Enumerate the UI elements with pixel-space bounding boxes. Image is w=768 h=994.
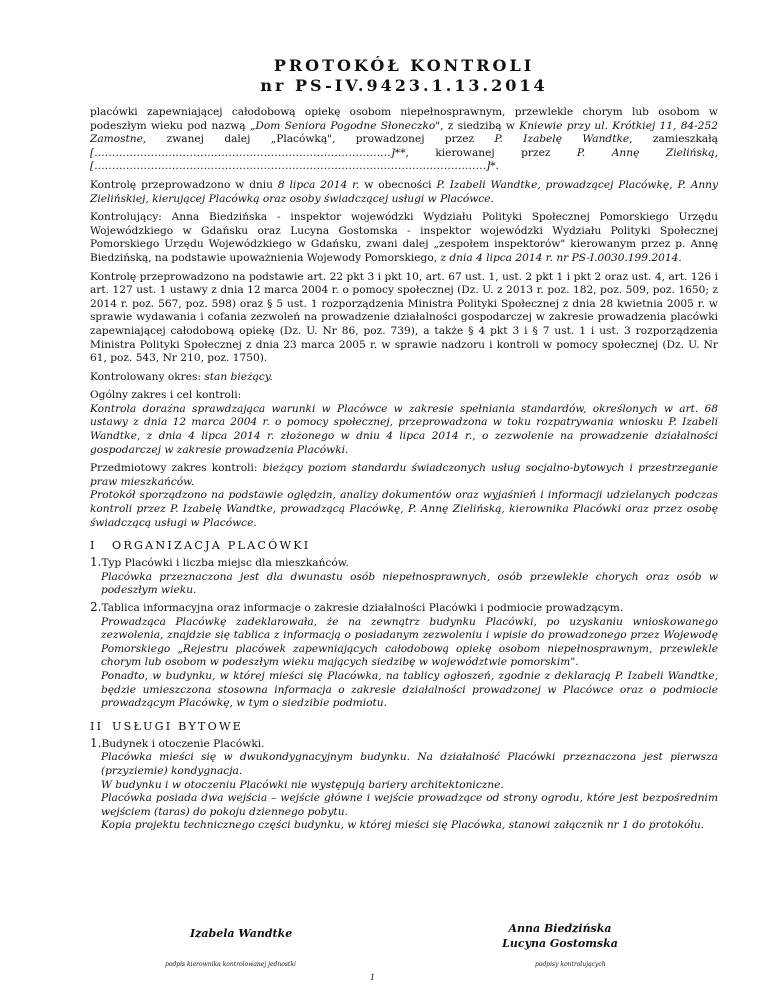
signature-right-name-1: Anna Biedzińska bbox=[508, 922, 612, 935]
text-run: Kontrolowany okres: bbox=[90, 370, 205, 383]
item-title: Budynek i otoczenie Placówki. bbox=[101, 737, 265, 750]
item-number: 2. bbox=[90, 600, 102, 614]
intro-paragraph bbox=[90, 271, 718, 366]
text-run: Przedmiotowy zakres kontroli: bbox=[90, 462, 263, 475]
section-item bbox=[90, 737, 718, 833]
signature-block bbox=[90, 921, 718, 971]
text-run: Kniewie przy ul. Krótkiej 11, 84-252 Zamostne, bbox=[90, 119, 718, 146]
section-title: ORGANIZACJA PLACÓWKI bbox=[112, 539, 311, 553]
page-number: 1 bbox=[370, 973, 376, 982]
item-paragraph: Prowadząca Placówkę zadeklarowała, że na zewnątrz budynku Placówki, po uzyskaniu wnioskowanego zezwolenia, znajdzie się tablica z informacją o posiadanym zezwoleniu i wpisie do prowadzonego przez Wojewodę Pomorskiego „Rejestru placówek zapewniających całodobową opiekę osobom niepełnosprawnym, przewlekle chorym lub osobom w podeszłym wieku mających siedzibę w województwie pomorskim". bbox=[101, 615, 718, 669]
section-item bbox=[90, 601, 718, 711]
intro-paragraph bbox=[90, 179, 718, 206]
item-title: Typ Placówki i liczba miejsc dla mieszkańców. bbox=[101, 557, 349, 570]
text-run: w obecności bbox=[359, 178, 437, 191]
intro-paragraph bbox=[90, 371, 718, 385]
document-title: PROTOKÓŁ KONTROLI bbox=[273, 56, 535, 75]
text-run: Kontrolujący: Anna Biedzińska - inspektor wojewódzki Wydziału Polityki Społecznej Pomorskiego Urzędu Wojewódzkiego w Gdańsku oraz Lucyna Gostomska - inspektor wojewódzki Wydziału Polityki Społecznej Pomorskiego Urzędu Wojewódzkiego w Gdańsku, zwani dalej „zespołem inspektorów" kierowanym przez p. Annę Biedzińską, na podstawie upoważnienia Wojewody Pomorskiego, bbox=[90, 211, 718, 264]
intro-paragraph bbox=[90, 489, 718, 530]
sections-block bbox=[90, 538, 718, 833]
text-run: Kontrola doraźna sprawdzająca warunki w Placówce w zakresie spełniania standardów, określonych w art. 68 ustawy z dnia 12 marca 2004 r. o pomocy społecznej, przeprowadzona w toku rozpatrywania wniosku P. Izabeli Wandtke, z dnia 4 lipca 2014 r. złożonego w dniu 4 lipca 2014 r., o zezwolenie na prowadzenie działalności gospodarczej w zakresie prowadzenia Placówki. bbox=[90, 402, 718, 456]
text-run: 8 lipca 2014 r. bbox=[277, 178, 360, 191]
text-run: , kierowanej przez bbox=[405, 146, 577, 159]
text-run: P. Annę Zielińską, […………………………………………………………………………………………………]*. bbox=[90, 146, 718, 173]
item-title: Tablica informacyjna oraz informacje o zakresie działalności Placówki i podmiocie prowadzącym. bbox=[101, 602, 624, 614]
section-heading bbox=[90, 538, 718, 553]
text-run: „Dom Seniora Pogodne Słoneczko" bbox=[249, 119, 441, 132]
text-run: z dnia 4 lipca 2014 r. nr PS-I.0030.199.2014. bbox=[440, 251, 682, 264]
signature-right-caption: podpisy kontrolujących bbox=[535, 961, 606, 968]
text-run: P. Izabelę Wandtke bbox=[494, 133, 630, 146]
item-number: 1. bbox=[90, 555, 102, 570]
item-paragraph: Placówka posiada dwa wejścia – wejście główne i wejście prowadzące od strony ogrodu, które jest bezpośrednim wejściem (taras) do pokoju dziennego pobytu. bbox=[101, 792, 718, 818]
text-run: zwanej dalej „Placówką", prowadzonej przez bbox=[146, 133, 495, 146]
intro-paragraph bbox=[90, 403, 718, 457]
signature-left-caption: podpis kierownika kontrolowanej jednostki bbox=[165, 961, 296, 968]
text-run: , z siedzibą w bbox=[440, 119, 520, 132]
section-item bbox=[90, 556, 718, 598]
text-run: P. Izabeli Wandtke, prowadzącej Placówkę, P. Anny Zielińskiej, kierującej Placówką oraz osoby świadczącej usługi w Placówce. bbox=[90, 178, 718, 205]
item-heading bbox=[90, 556, 718, 571]
section-number: II bbox=[90, 719, 104, 733]
item-paragraph: Placówka przeznaczona jest dla dwunastu osób niepełnosprawnych, osób przewlekle chorych oraz osób w podeszłym wieku. bbox=[101, 570, 718, 597]
signature-right-names bbox=[500, 921, 620, 951]
intro-block bbox=[90, 106, 718, 530]
text-run: stan bieżący. bbox=[204, 370, 273, 383]
section-heading bbox=[90, 719, 718, 734]
text-run: […………………………………………………………………………]** bbox=[90, 146, 406, 159]
item-paragraph: Placówka mieści się w dwukondygnacyjnym budynku. Na działalność Placówki przeznaczona jest pierwsza (przyziemie) kondygnacja. bbox=[101, 751, 718, 777]
intro-paragraph bbox=[90, 462, 718, 489]
item-heading bbox=[90, 737, 718, 752]
text-run: placówki zapewniającej całodobową opiekę osobom niepełnosprawnym, przewlekle chorym lub osobom w podeszłym wieku pod nazwą bbox=[90, 106, 718, 132]
item-paragraph: Ponadto, w budynku, w której mieści się Placówka, na tablicy ogłoszeń, zgodnie z deklaracją P. Izabeli Wandtke, będzie umieszczona stosowna informacja o zakresie działalności prowadzonej w Placówce oraz o podmiocie prowadzącym Placówkę, w tym o siedzibie podmiotu. bbox=[101, 669, 718, 710]
text-run: bieżący poziom standardu świadczonych usług socjalno-bytowych i przestrzeganie praw mieszkańców. bbox=[90, 462, 718, 488]
document-page bbox=[90, 0, 718, 833]
text-run: Kontrolę przeprowadzono w dniu bbox=[90, 178, 278, 191]
item-heading bbox=[90, 601, 718, 616]
signature-left-name: Izabela Wandtke bbox=[190, 927, 293, 940]
section-title: USŁUGI BYTOWE bbox=[112, 719, 244, 733]
intro-paragraph bbox=[90, 389, 718, 403]
intro-paragraph bbox=[90, 211, 718, 265]
section-number: I bbox=[90, 539, 97, 553]
text-run: , zamieszkałą bbox=[629, 133, 718, 146]
text-run: Protokół sporządzono na podstawie oględzin, analizy dokumentów oraz wyjaśnień i informacji udzielanych podczas kontroli przez P. Izabelę Wandtke, prowadzącą Placówkę, P. Annę Zielińską, kierownika Placówki oraz przez osobę świadczącą usługi w Placówce. bbox=[90, 489, 718, 529]
item-paragraph: Kopia projektu technicznego części budynku, w której mieści się Placówka, stanowi załącznik nr 1 do protokółu. bbox=[101, 819, 705, 832]
document-number: nr PS-IV.9423.1.13.2014 bbox=[260, 76, 548, 95]
text-run: Ogólny zakres i cel kontroli: bbox=[90, 389, 242, 402]
text-run: Kontrolę przeprowadzono na podstawie art. 22 pkt 3 i pkt 10, art. 67 ust. 1, ust. 2 pkt 1 i pkt 2 oraz ust. 4, art. 126 i art. 127 ust. 1 ustawy z dnia 12 marca 2004 r. o pomocy społecznej (Dz. U. z 2013 r. poz. 182, poz. 509, poz. 1650; z 2014 r. poz. 567, poz. 598) oraz § 5 ust. 1 rozporządzenia Ministra Polityki Społecznej z dnia 28 kwietnia 2005 r. w sprawie wydawania i cofania zezwoleń na prowadzenie działalności gospodarczej w zakresie prowadzenia placówki zapewniającej całodobową opiekę (Dz. U. Nr 86, poz. 739), a także § 4 pkt 3 i § 7 ust. 1 i ust. 3 rozporządzenia Ministra Polityki Społecznej z dnia 23 marca 2005 r. w sprawie nadzoru i kontroli w pomocy społecznej (Dz. U. Nr 61, poz. 543, Nr 210, poz. 1750). bbox=[90, 270, 718, 365]
item-number: 1. bbox=[90, 735, 102, 750]
signature-right-name-2: Lucyna Gostomska bbox=[502, 937, 618, 950]
item-paragraph: W budynku i w otoczeniu Placówki nie występują bariery architektoniczne. bbox=[101, 778, 504, 791]
intro-paragraph bbox=[90, 106, 718, 174]
